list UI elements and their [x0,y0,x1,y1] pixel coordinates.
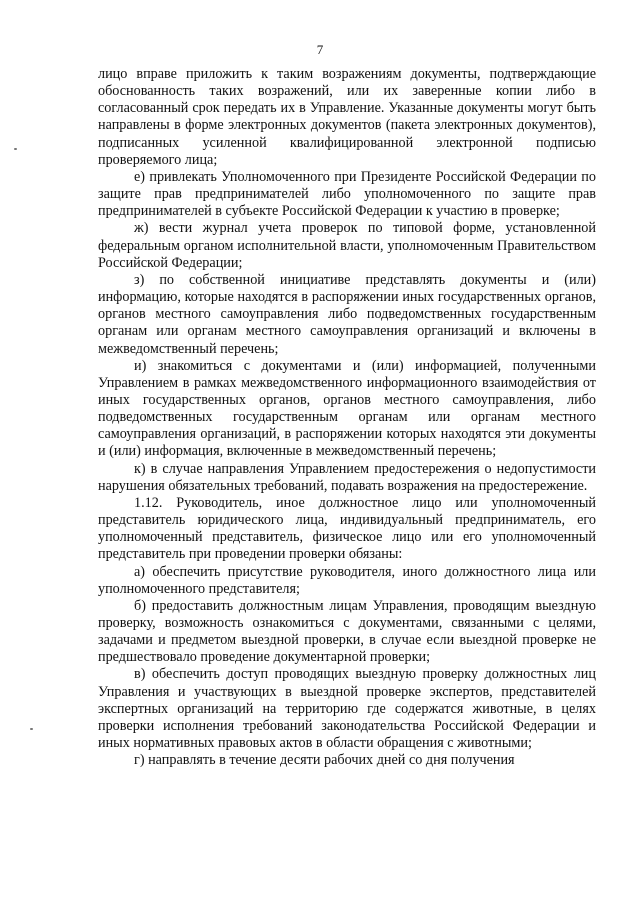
paragraph-continuation: лицо вправе приложить к таким возражениям документы, подтверждающие обоснованность таких возражений, или их заверенные копии либо в согласованный срок передать их в Управление. Указанные документы могут быть направлены в форме электронных документов (пакета электронных документов), подписанных усиленной квалифицированной электронной подписью проверяемого лица; [98,66,596,168]
paragraph-item-g: г) направлять в течение десяти рабочих дней со дня получения [134,752,515,769]
paragraph-item-v: в) обеспечить доступ проводящих выездную проверку должностных лиц Управления и участвующих в выездной проверке экспертов, представителей экспертных организаций на территорию где содержатся животные, в целях проверки исполнения требований законодательства Российской Федерации и иных нормативных правовых актов в области обращения с животными; [98,666,596,752]
paragraph-item-a: а) обеспечить присутствие руководителя, иного должностного лица или уполномоченного представителя; [98,563,596,597]
paragraph-item-zh: ж) вести журнал учета проверок по типовой форме, установленной федеральным органом исполнительной власти, уполномоченным Правительством Российской Федерации; [98,220,596,271]
paragraph-item-z: з) по собственной инициативе представлять документы и (или) информацию, которые находятся в распоряжении иных государственных органов, органов местного самоуправления либо подведомственных государственным органам или органам местного самоуправления организаций и включены в межведомственный перечень; [98,271,596,357]
paragraph-item-k: к) в случае направления Управлением предостережения о недопустимости нарушения обязательных требований, подавать возражения на предостережение. [98,460,596,494]
paragraph-section-1-12: 1.12. Руководитель, иное должностное лицо или уполномоченный представитель юридического лица, индивидуальный предприниматель, его уполномоченный представитель, физическое лицо или его уполномоченный представитель при проведении проверки обязаны: [98,494,596,563]
document-body [98,66,596,769]
scan-speck [14,148,17,150]
page-number: 7 [316,42,324,57]
paragraph-item-b: б) предоставить должностным лицам Управления, проводящим выездную проверку, возможность ознакомиться с документами, связанными с целями, задачами и предметом выездной проверки, в случае если выездной проверке не предшествовало проведение документарной проверки; [98,597,596,666]
paragraph-item-i: и) знакомиться с документами и (или) информацией, полученными Управлением в рамках межведомственного информационного взаимодействия от иных государственных органов, органов местного самоуправления, либо подведомственных государственным органам или органам местного самоуправления организаций, в распоряжении которых находятся эти документы и (или) информация, включенные в межведомственный перечень; [98,357,596,460]
paragraph-item-e: е) привлекать Уполномоченного при Президенте Российской Федерации по защите прав предпринимателей либо уполномоченного по защите прав предпринимателей в субъекте Российской Федерации к участию в проверке; [98,168,596,220]
scan-speck [30,728,33,730]
